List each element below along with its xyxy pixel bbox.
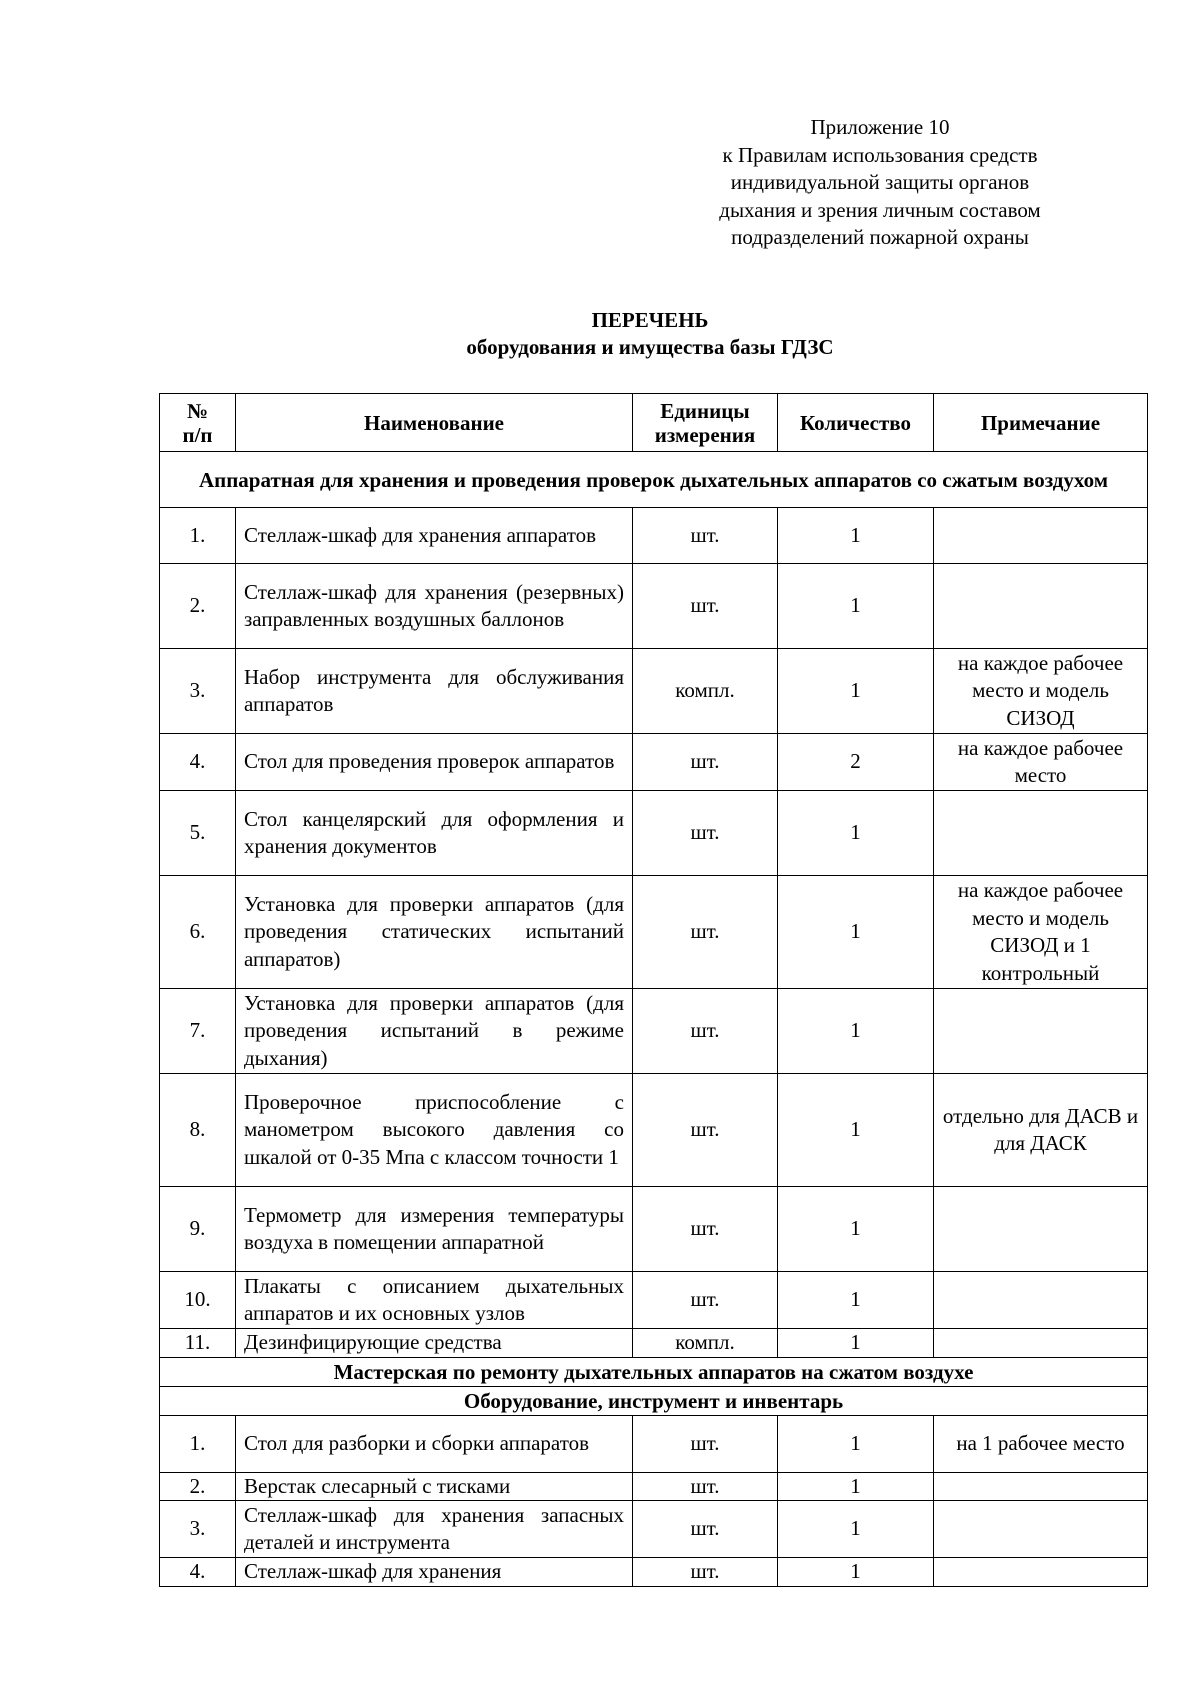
row-unit: шт. [633,564,778,649]
row-num: 11. [160,1329,236,1358]
row-note [934,1272,1148,1329]
table-row [160,508,1148,564]
row-qty: 1 [778,1329,934,1358]
table-row [160,1329,1148,1358]
annex-line: подразделений пожарной охраны [731,225,1029,249]
row-name: Верстак слесарный с тисками [236,1472,633,1501]
row-qty: 1 [778,1415,934,1472]
row-name: Дезинфицирующие средства [236,1329,633,1358]
row-num: 8. [160,1074,236,1187]
table-row [160,989,1148,1074]
row-unit: шт. [633,1501,778,1558]
table-row [160,1501,1148,1558]
annex-line: Приложение 10 [810,115,950,139]
row-name: Установка для проверки аппаратов (для проведения статических испытаний аппаратов) [236,876,633,989]
row-unit: шт. [633,508,778,564]
row-unit: шт. [633,1558,778,1587]
row-note [934,791,1148,876]
header-num: № п/п [160,394,236,452]
section-title: Мастерская по ремонту дыхательных аппаратов на сжатом воздухе [160,1357,1148,1386]
row-name: Стеллаж-шкаф для хранения запасных деталей и инструмента [236,1501,633,1558]
row-qty: 1 [778,564,934,649]
row-unit: компл. [633,649,778,734]
row-num: 9. [160,1187,236,1272]
row-unit: шт. [633,1472,778,1501]
row-num: 10. [160,1272,236,1329]
row-unit: шт. [633,791,778,876]
section-title: Аппаратная для хранения и проведения проверок дыхательных аппаратов со сжатым воздухом [160,452,1148,508]
row-num: 5. [160,791,236,876]
row-num: 4. [160,1558,236,1587]
table-row [160,1558,1148,1587]
row-unit: шт. [633,989,778,1074]
annex-line: индивидуальной защиты органов [730,170,1030,194]
row-num: 7. [160,989,236,1074]
row-note: на каждое рабочее место [934,734,1148,791]
row-num: 1. [160,508,236,564]
table-row [160,1074,1148,1187]
equipment-table [159,393,1148,1587]
header-unit: Единицы измерения [633,394,778,452]
subsection-title: Оборудование, инструмент и инвентарь [160,1386,1148,1415]
table-row [160,1415,1148,1472]
row-note [934,1187,1148,1272]
row-note [934,564,1148,649]
row-unit: шт. [633,734,778,791]
table-row [160,876,1148,989]
document-title [160,307,1140,361]
row-qty: 2 [778,734,934,791]
section-row [160,452,1148,508]
table-row [160,1187,1148,1272]
row-name: Стеллаж-шкаф для хранения аппаратов [236,508,633,564]
subsection-row [160,1386,1148,1415]
row-unit: шт. [633,1074,778,1187]
row-note: на каждое рабочее место и модель СИЗОД и 1 контрольный [934,876,1148,989]
row-qty: 1 [778,1558,934,1587]
row-num: 1. [160,1415,236,1472]
row-num: 6. [160,876,236,989]
header-qty: Количество [778,394,934,452]
row-unit: шт. [633,1415,778,1472]
table-row [160,791,1148,876]
header-note: Примечание [934,394,1148,452]
row-note [934,1501,1148,1558]
table-row [160,564,1148,649]
row-name: Стеллаж-шкаф для хранения (резервных) заправленных воздушных баллонов [236,564,633,649]
row-name: Установка для проверки аппаратов (для проведения испытаний в режиме дыхания) [236,989,633,1074]
row-qty: 1 [778,1272,934,1329]
row-name: Термометр для измерения температуры воздуха в помещении аппаратной [236,1187,633,1272]
row-name: Проверочное приспособление с манометром высокого давления со шкалой от 0-35 Мпа с классом точности 1 [236,1074,633,1187]
row-unit: компл. [633,1329,778,1358]
row-num: 3. [160,1501,236,1558]
annex-line: дыхания и зрения личным составом [719,197,1041,222]
row-note: на каждое рабочее место и модель СИЗОД [934,649,1148,734]
row-qty: 1 [778,791,934,876]
row-num: 2. [160,564,236,649]
row-name: Набор инструмента для обслуживания аппаратов [236,649,633,734]
row-note [934,508,1148,564]
row-name: Стол для проведения проверок аппаратов [236,734,633,791]
row-qty: 1 [778,989,934,1074]
row-name: Стол канцелярский для оформления и хранения документов [236,791,633,876]
row-num: 4. [160,734,236,791]
row-unit: шт. [633,876,778,989]
row-name: Стеллаж-шкаф для хранения [236,1558,633,1587]
row-qty: 1 [778,1501,934,1558]
table-row [160,1472,1148,1501]
row-note: на 1 рабочее место [934,1415,1148,1472]
table-row [160,734,1148,791]
row-note [934,1472,1148,1501]
row-qty: 1 [778,1187,934,1272]
row-qty: 1 [778,876,934,989]
title-heading: ПЕРЕЧЕНЬ [591,308,709,332]
table-row [160,649,1148,734]
row-qty: 1 [778,1074,934,1187]
section-row [160,1357,1148,1386]
row-note: отдельно для ДАСВ и для ДАСК [934,1074,1148,1187]
row-qty: 1 [778,1472,934,1501]
header-name: Наименование [236,394,633,452]
row-qty: 1 [778,649,934,734]
row-num: 3. [160,649,236,734]
table-header-row [160,394,1148,452]
row-num: 2. [160,1472,236,1501]
row-note [934,1558,1148,1587]
row-note [934,1329,1148,1358]
annex-line: к Правилам использования средств [722,142,1038,167]
row-name: Плакаты с описанием дыхательных аппаратов и их основных узлов [236,1272,633,1329]
row-unit: шт. [633,1272,778,1329]
row-qty: 1 [778,508,934,564]
row-unit: шт. [633,1187,778,1272]
title-subheading: оборудования и имущества базы ГДЗС [466,335,834,359]
table-row [160,1272,1148,1329]
row-name: Стол для разборки и сборки аппаратов [236,1415,633,1472]
row-note [934,989,1148,1074]
annex-block [700,114,1060,252]
